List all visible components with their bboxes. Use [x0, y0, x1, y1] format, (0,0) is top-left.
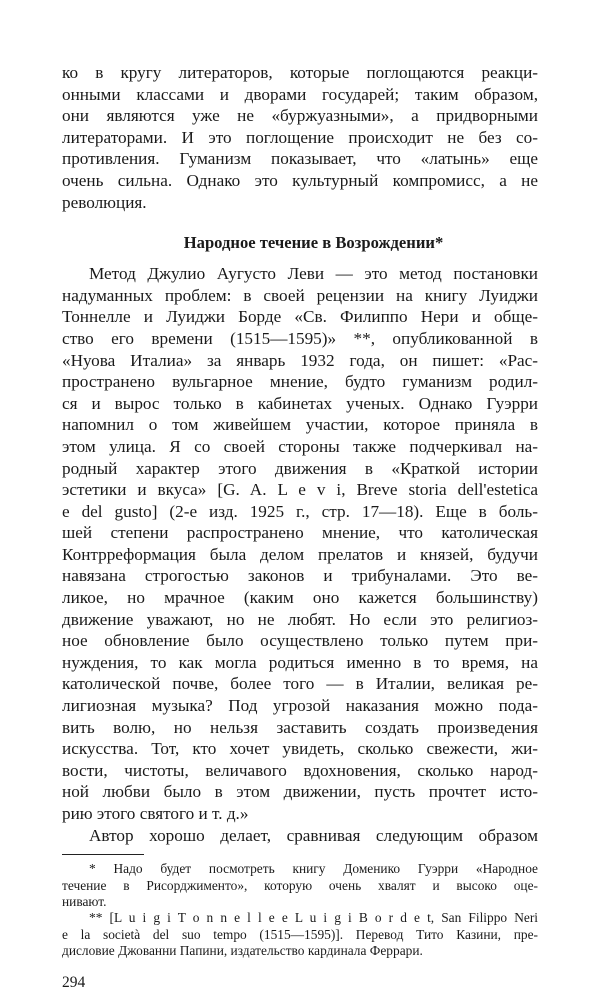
footnote	[62, 861, 538, 910]
text-line: нуждения, то как могла родиться именно в то время, на	[62, 652, 538, 672]
text-line: «Нуова Италиа» за январь 1932 года, он пишет: «Рас-	[62, 350, 538, 370]
text-line: движение уважают, но не любят. Но если это религиоз-	[62, 609, 538, 629]
text-line: ство его времени (1515—1595)» **, опубликованной в	[62, 328, 538, 348]
text-line: вить волю, но нельзя заставить создать произведения	[62, 717, 538, 737]
text-line: ной любви было в этом движении, пусть прочтет исто-	[62, 782, 538, 802]
text-line: они являются уже не «буржуазными», а придворными	[62, 106, 538, 126]
text-line: родный характер этого движения в «Краткой истории	[62, 458, 538, 478]
text-line: e del gusto] (2-е изд. 1925 г., стр. 17—18). Еще в боль-	[62, 501, 538, 521]
text-line: онными классами и дворами государей; таким образом,	[62, 84, 538, 104]
text-line: революция.	[62, 192, 147, 212]
text-line: ся и вырос только в кабинетах ученых. Однако Гуэрри	[62, 393, 538, 413]
footnote-line: ** [L u i g i T o n n e l l e e L u i g i B o r d e t, San Filippo Neri	[89, 910, 538, 926]
text-line: очень сильна. Однако это культурный компромисс, а не	[62, 170, 538, 190]
footnote-separator	[62, 854, 144, 861]
text-line: ное обновление было осуществлено только путем при-	[62, 631, 538, 651]
text-line: Метод Джулио Аугусто Леви — это метод постановки	[89, 264, 538, 284]
footnote	[62, 910, 538, 959]
main-paragraph	[62, 263, 538, 824]
footnote-line: течение в Рисорджименто», которую очень хвалят и высоко оце-	[62, 877, 538, 893]
book-page	[62, 62, 538, 993]
footnote-line: * Надо будет посмотреть книгу Доменико Гуэрри «Народное	[89, 861, 538, 877]
text-line: Контрреформация была делом прелатов и князей, будучи	[62, 544, 538, 564]
page-number: 294	[62, 973, 86, 991]
text-line: вости, чистоты, величавого вдохновения, сколько народ-	[62, 760, 538, 780]
footnote-line: e la società del suo tempo (1515—1595)]. Перевод Тито Казини, пре-	[62, 926, 538, 942]
text-line: напомнил о том живейшем участии, которое приняла в	[62, 415, 538, 435]
text-line: шей степени распространено мнение, что католическая	[62, 523, 538, 543]
text-line: рию этого святого и т. д.»	[62, 804, 249, 823]
text-line: Тоннелле и Луиджи Борде «Св. Филиппо Нери и обще-	[62, 307, 538, 327]
text-line: противления. Гуманизм показывает, что «латынь» еще	[62, 149, 538, 169]
section-heading: Народное течение в Возрождении*	[183, 233, 444, 253]
text-line: ликое, но мрачное (каким оно кажется большинству)	[62, 588, 538, 608]
text-line: навязана строгостью законов и трибуналами. Это ве-	[62, 566, 538, 586]
text-line: ко в кругу литераторов, которые поглощаются реакци-	[62, 63, 538, 82]
text-line: католической почве, более того — в Италии, великая ре-	[62, 674, 538, 694]
text-line: эстетики и вкуса» [G. A. L e v i, Breve storia dell'estetica	[62, 480, 538, 500]
text-line: лигиозная музыка? Под угрозой наказания можно пода-	[62, 696, 538, 716]
text-line: искусства. Тот, кто хочет увидеть, сколько свежести, жи-	[62, 739, 538, 759]
footnote-line: дисловие Джованни Папини, издательство кардинала Феррари.	[62, 943, 423, 959]
text-line: этом улица. Я со своей стороны также подчеркивал на-	[62, 436, 538, 456]
text-line: пространено вульгарное мнение, будто гуманизм родил-	[62, 372, 538, 392]
text-line: Автор хорошо делает, сравнивая следующим образом	[89, 825, 538, 845]
top-paragraph	[62, 62, 538, 213]
text-line: литераторами. И это поглощение происходит не без со-	[62, 127, 538, 147]
text-line: надуманных проблем: в своей рецензии на книгу Луиджи	[62, 285, 538, 305]
footnote-line: нивают.	[62, 893, 107, 909]
